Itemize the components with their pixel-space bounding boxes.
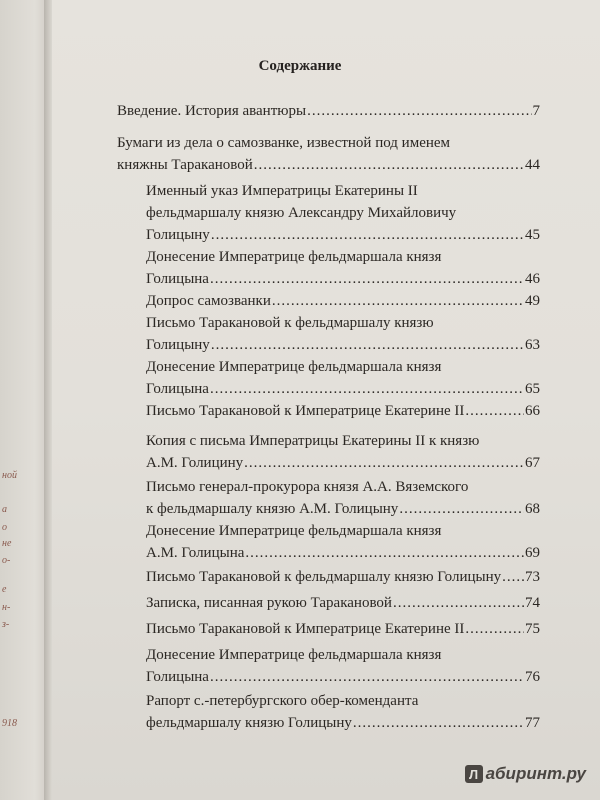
toc-entry-text: Донесение Императрице фельдмаршала князя	[146, 523, 442, 539]
watermark-text: абиринт.ру	[485, 764, 586, 783]
toc-entry-text: Донесение Императрице фельдмаршала князя	[146, 647, 442, 663]
toc-entry-text: к фельдмаршалу князю А.М. Голицыну	[146, 501, 399, 517]
toc-entry-last-line	[117, 100, 540, 122]
toc-entry-text: Письмо Таракановой к Императрице Екатерине II	[146, 621, 465, 637]
toc-page-number: 76	[525, 669, 540, 685]
toc-entry	[146, 690, 540, 734]
toc-entry-last-line	[146, 566, 540, 588]
toc-entry-text: А.М. Голицына	[146, 545, 245, 561]
toc-entry	[146, 592, 540, 614]
toc-page-number: 75	[525, 621, 540, 637]
left-page-fragment: о	[2, 522, 7, 533]
dot-leader	[254, 154, 524, 176]
toc-page-number: 73	[525, 569, 540, 585]
toc-entry	[146, 520, 540, 564]
toc-entry-text: Именный указ Императрицы Екатерины II	[146, 183, 418, 199]
toc-entry-last-line	[146, 290, 540, 312]
toc-entry	[146, 290, 540, 312]
toc-entry-text: Письмо Таракановой к фельдмаршалу князю Голицыну	[146, 569, 502, 585]
toc-entry-text: Копия с письма Императрицы Екатерины II к князю	[146, 433, 480, 449]
toc-entry	[146, 618, 540, 640]
toc-entry-text: Письмо Таракановой к фельдмаршалу князю	[146, 315, 434, 331]
left-page-fragment: з-	[2, 619, 10, 630]
dot-leader	[210, 378, 524, 400]
toc-entry-last-line	[117, 154, 540, 176]
toc-entry-text: Введение. История авантюры	[117, 103, 307, 119]
toc-entry-text: Бумаги из дела о самозванке, известной под именем	[117, 135, 451, 151]
left-page-fragment: а	[2, 504, 7, 515]
toc-entry-text: Донесение Императрице фельдмаршала князя	[146, 249, 442, 265]
left-page-fragment: е	[2, 584, 7, 595]
toc-entry-text: княжны Таракановой	[117, 157, 253, 173]
toc-entry	[146, 476, 540, 520]
toc-page-number: 68	[525, 501, 540, 517]
toc-entry	[117, 132, 540, 176]
left-page-fragment: о-	[2, 555, 11, 566]
toc-entry-text: Голицына	[146, 381, 209, 397]
toc-entry-last-line	[146, 618, 540, 640]
toc-page-number: 69	[525, 545, 540, 561]
labirint-logo-icon: Л	[465, 765, 483, 783]
dot-leader	[465, 400, 524, 422]
toc-entry-text: А.М. Голицину	[146, 455, 244, 471]
toc-entry-last-line	[146, 452, 540, 474]
toc-entry-text: Голицыну	[146, 337, 210, 353]
left-page-fragment: ной	[2, 470, 17, 481]
left-page-fragment: не	[2, 538, 12, 549]
dot-leader	[211, 224, 524, 246]
toc-page-number: 49	[525, 293, 540, 309]
toc-entry	[146, 246, 540, 290]
toc-page-number: 67	[525, 455, 540, 471]
dot-leader	[399, 498, 524, 520]
dot-leader	[353, 712, 524, 734]
toc-entry-last-line	[146, 712, 540, 734]
toc-entry-text: Рапорт с.-петербургского обер-коменданта	[146, 693, 419, 709]
toc-entry-last-line	[146, 268, 540, 290]
dot-leader	[244, 452, 524, 474]
dot-leader	[245, 542, 524, 564]
toc-page-number: 44	[525, 157, 540, 173]
labirint-watermark	[465, 764, 586, 784]
toc-entry	[146, 180, 540, 246]
dot-leader	[465, 618, 524, 640]
toc-entry	[146, 356, 540, 400]
toc-entry-last-line	[146, 334, 540, 356]
toc-page-number: 74	[525, 595, 540, 611]
left-page-fragment: 918	[2, 718, 17, 729]
toc-page-number: 46	[525, 271, 540, 287]
toc-entry	[146, 644, 540, 688]
toc-entry	[117, 100, 540, 122]
dot-leader	[210, 268, 524, 290]
toc-entry-text: Голицына	[146, 669, 209, 685]
toc-entry-text: Донесение Императрице фельдмаршала князя	[146, 359, 442, 375]
page-title: Содержание	[258, 58, 342, 74]
toc-page-number: 7	[532, 103, 540, 119]
toc-entry-text: Письмо Таракановой к Императрице Екатерине II	[146, 403, 465, 419]
dot-leader	[272, 290, 524, 312]
toc-entry-text: Голицыну	[146, 227, 210, 243]
toc-entry-last-line	[146, 542, 540, 564]
toc-entry-text: Письмо генерал-прокурора князя А.А. Вяземского	[146, 479, 469, 495]
toc-entry-last-line	[146, 592, 540, 614]
dot-leader	[502, 566, 524, 588]
toc-entry-last-line	[146, 498, 540, 520]
dot-leader	[210, 666, 524, 688]
toc-entry-last-line	[146, 224, 540, 246]
dot-leader	[307, 100, 531, 122]
toc-page-number: 63	[525, 337, 540, 353]
toc-page-number: 65	[525, 381, 540, 397]
left-page	[0, 0, 50, 800]
left-page-fragment: н-	[2, 602, 11, 613]
toc-entry-last-line	[146, 666, 540, 688]
toc-page-number: 66	[525, 403, 540, 419]
dot-leader	[393, 592, 524, 614]
toc-entry	[146, 312, 540, 356]
toc-entry-last-line	[146, 378, 540, 400]
toc-entry-text: фельдмаршалу князю Голицыну	[146, 715, 352, 731]
toc-entry-last-line	[146, 400, 540, 422]
toc-entry-text: Записка, писанная рукою Таракановой	[146, 595, 392, 611]
toc-page-number: 77	[525, 715, 540, 731]
toc-entry-text: Голицына	[146, 271, 209, 287]
toc-entry-text: Допрос самозванки	[146, 293, 271, 309]
toc-entry	[146, 566, 540, 588]
toc-page-number: 45	[525, 227, 540, 243]
toc-entry-text: фельдмаршалу князю Александру Михайловичу	[146, 205, 457, 221]
toc-entry	[146, 400, 540, 422]
toc-entry	[146, 430, 540, 474]
dot-leader	[211, 334, 524, 356]
